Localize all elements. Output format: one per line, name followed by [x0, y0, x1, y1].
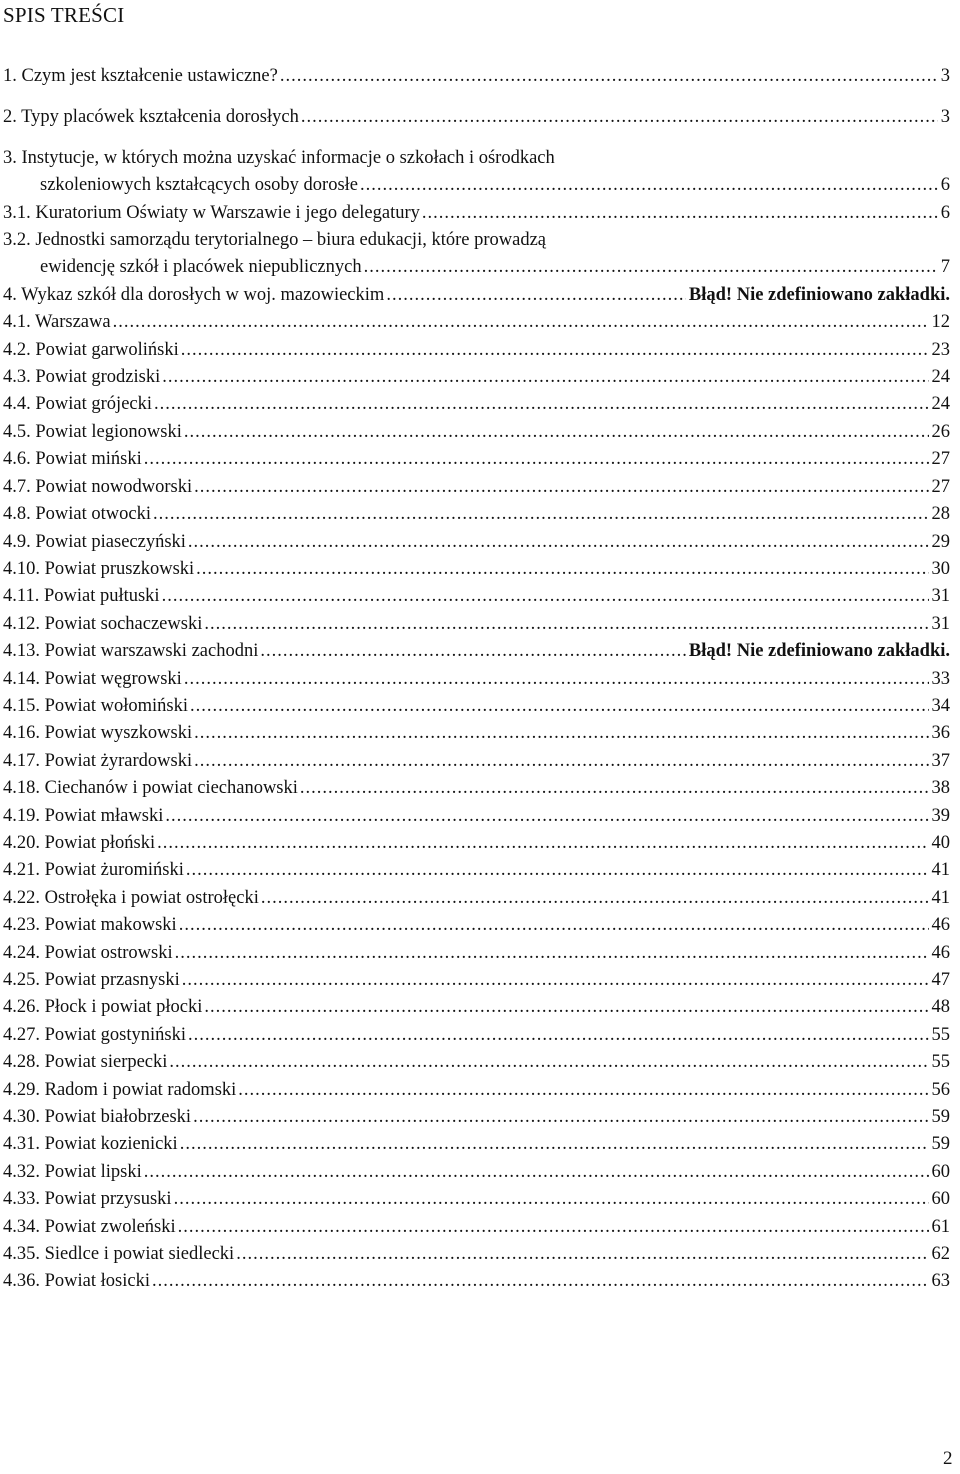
toc-page-number: 41 — [931, 860, 950, 880]
toc-dot-leader — [184, 667, 929, 692]
toc-dot-leader — [180, 1132, 929, 1157]
toc-entry — [3, 749, 950, 774]
toc-dot-leader — [422, 201, 938, 226]
toc-page-error: Błąd! Nie zdefiniowano zakładki. — [688, 641, 950, 661]
toc-entry-title: 4.33. Powiat przysuski — [3, 1189, 172, 1209]
toc-dot-leader — [178, 1215, 929, 1240]
toc-entry-title: 3. Instytucje, w których można uzyskać informacje o szkołach i ośrodkach — [3, 148, 555, 168]
toc-dot-leader — [144, 447, 929, 472]
toc-entry — [3, 283, 950, 308]
toc-dot-leader — [236, 1242, 928, 1267]
toc-entry — [3, 584, 950, 609]
toc-dot-leader — [174, 1187, 929, 1212]
toc-dot-leader — [157, 831, 928, 856]
toc-page-number: 60 — [931, 1162, 950, 1182]
toc-entry-title: 4.7. Powiat nowodworski — [3, 477, 193, 497]
toc-page-number: 31 — [931, 586, 950, 606]
toc-dot-leader — [169, 1050, 928, 1075]
toc-entry-title: 4.16. Powiat wyszkowski — [3, 723, 193, 743]
toc-entry — [3, 64, 950, 89]
toc-entry-title: 2. Typy placówek kształcenia dorosłych — [3, 107, 299, 127]
toc-dot-leader — [261, 886, 929, 911]
toc-entry — [3, 475, 950, 500]
toc-page-number: 46 — [931, 943, 950, 963]
toc-page-number: 29 — [931, 532, 950, 552]
toc-entry — [3, 392, 950, 417]
toc-page-number: 31 — [931, 614, 950, 634]
toc-entry — [3, 1269, 950, 1294]
toc-entry-title: 4.23. Powiat makowski — [3, 915, 177, 935]
toc-entry-title: 4.17. Powiat żyrardowski — [3, 751, 193, 771]
toc-page-number: 56 — [931, 1080, 950, 1100]
toc-entry — [40, 255, 950, 280]
toc-entry-title: 4.26. Płock i powiat płocki — [3, 997, 203, 1017]
toc-page-number: 7 — [940, 257, 950, 277]
toc-dot-leader — [300, 776, 929, 801]
toc-entry — [3, 1132, 950, 1157]
toc-page-number: 24 — [931, 367, 950, 387]
toc-entry — [3, 776, 950, 801]
toc-entry — [3, 1105, 950, 1130]
toc-dot-leader — [153, 502, 929, 527]
toc-page-number: 33 — [931, 669, 950, 689]
toc-entry — [3, 913, 950, 938]
toc-dot-leader — [360, 173, 938, 198]
toc-dot-leader — [181, 338, 929, 363]
toc-entry-title: 4.34. Powiat zwoleński — [3, 1217, 176, 1237]
toc-page-number: 3 — [940, 66, 950, 86]
toc-entry-title: 4.13. Powiat warszawski zachodni — [3, 641, 259, 661]
toc-page-number: 24 — [931, 394, 950, 414]
toc-entry-title: 4.32. Powiat lipski — [3, 1162, 142, 1182]
toc-entry-title: 4.4. Powiat grójecki — [3, 394, 153, 414]
toc-dot-leader — [162, 584, 929, 609]
toc-entry-title: 4.21. Powiat żuromiński — [3, 860, 184, 880]
toc-dot-leader — [364, 255, 938, 280]
toc-entry — [3, 310, 950, 335]
page-number: 2 — [943, 1448, 953, 1469]
toc-dot-leader — [280, 64, 938, 89]
toc-entry — [40, 173, 950, 198]
toc-dot-leader — [238, 1078, 928, 1103]
toc-page-number: 41 — [931, 888, 950, 908]
toc-page-number: 48 — [931, 997, 950, 1017]
toc-entry-title: 4.14. Powiat węgrowski — [3, 669, 182, 689]
toc-entry-title: 4. Wykaz szkół dla dorosłych w woj. mazowieckim — [3, 285, 385, 305]
toc-entry — [3, 1160, 950, 1185]
toc-entry — [3, 667, 950, 692]
toc-dot-leader — [186, 858, 929, 883]
toc-entry — [3, 557, 950, 582]
toc-entry — [3, 995, 950, 1020]
toc-entry-title: 3.2. Jednostki samorządu terytorialnego – biura edukacji, które prowadzą — [3, 230, 547, 250]
toc-dot-leader — [175, 941, 929, 966]
toc-page-number: 34 — [931, 696, 950, 716]
toc-entry — [3, 721, 950, 746]
toc-entry — [3, 447, 950, 472]
toc-entry — [3, 1050, 950, 1075]
toc-entry-title: 4.28. Powiat sierpecki — [3, 1052, 168, 1072]
toc-entry-title: 4.29. Radom i powiat radomski — [3, 1080, 237, 1100]
toc-entry-title: 4.12. Powiat sochaczewski — [3, 614, 203, 634]
toc-page-number: 60 — [931, 1189, 950, 1209]
toc-page-number: 27 — [931, 477, 950, 497]
toc-entry-wrapped-line — [3, 228, 950, 253]
toc-page-number: 63 — [931, 1271, 950, 1291]
toc-entry — [3, 1023, 950, 1048]
toc-dot-leader — [179, 913, 929, 938]
toc-page-number: 6 — [940, 175, 950, 195]
toc-dot-leader — [204, 612, 928, 637]
toc-page-number: 39 — [931, 806, 950, 826]
toc-dot-leader — [194, 749, 928, 774]
toc-entry — [3, 1078, 950, 1103]
toc-entry-title: 4.20. Powiat płoński — [3, 833, 156, 853]
page-title: SPIS TREŚCI — [3, 3, 125, 27]
toc-entry — [3, 941, 950, 966]
toc-entry-title: 4.30. Powiat białobrzeski — [3, 1107, 192, 1127]
toc-entry-title: 4.1. Warszawa — [3, 312, 111, 332]
toc-dot-leader — [184, 420, 929, 445]
toc-entry — [3, 886, 950, 911]
toc-entry-title: 4.15. Powiat wołomiński — [3, 696, 189, 716]
toc-page-number: 36 — [931, 723, 950, 743]
toc-dot-leader — [152, 1269, 929, 1294]
toc-entry-wrapped-line — [3, 146, 950, 171]
toc-dot-leader — [260, 639, 686, 664]
toc-dot-leader — [194, 721, 928, 746]
toc-entry-title: szkoleniowych kształcących osoby dorosłe — [40, 175, 359, 195]
toc-entry-title: 4.35. Siedlce i powiat siedlecki — [3, 1244, 235, 1264]
toc-page-number: 47 — [931, 970, 950, 990]
toc-page-number: 55 — [931, 1025, 950, 1045]
toc-entry-title: 4.5. Powiat legionowski — [3, 422, 182, 442]
toc-page-number: 12 — [931, 312, 950, 332]
toc-entry-title: 4.2. Powiat garwoliński — [3, 340, 179, 360]
toc-entry-title: 4.11. Powiat pułtuski — [3, 586, 160, 606]
toc-entry-title: 4.8. Powiat otwocki — [3, 504, 151, 524]
toc-entry-title: 4.25. Powiat przasnyski — [3, 970, 180, 990]
toc-entry-title: 4.18. Ciechanów i powiat ciechanowski — [3, 778, 298, 798]
toc-entry — [3, 105, 950, 130]
toc-entry-title: 4.10. Powiat pruszkowski — [3, 559, 195, 579]
toc-dot-leader — [193, 1105, 928, 1130]
toc-entry — [3, 1187, 950, 1212]
toc-page-number: 26 — [931, 422, 950, 442]
toc-entry — [3, 831, 950, 856]
toc-page-number: 59 — [931, 1107, 950, 1127]
toc-dot-leader — [386, 283, 686, 308]
toc-page-error: Błąd! Nie zdefiniowano zakładki. — [688, 285, 950, 305]
toc-entry — [3, 365, 950, 390]
toc-entry-title: 3.1. Kuratorium Oświaty w Warszawie i jego delegatury — [3, 203, 420, 223]
toc-page-number: 6 — [940, 203, 950, 223]
toc-entry-title: 4.9. Powiat piaseczyński — [3, 532, 186, 552]
toc-entry — [3, 639, 950, 664]
toc-entry-title: 4.24. Powiat ostrowski — [3, 943, 173, 963]
toc-entry — [3, 502, 950, 527]
toc-entry — [3, 1242, 950, 1267]
toc-page-number: 23 — [931, 340, 950, 360]
toc-dot-leader — [144, 1160, 929, 1185]
toc-entry-title: 4.19. Powiat mławski — [3, 806, 164, 826]
toc-entry — [3, 858, 950, 883]
toc-entry-title: 4.3. Powiat grodziski — [3, 367, 161, 387]
toc-dot-leader — [301, 105, 938, 130]
toc-entry — [3, 338, 950, 363]
toc-dot-leader — [113, 310, 929, 335]
toc-dot-leader — [165, 804, 928, 829]
toc-dot-leader — [154, 392, 928, 417]
toc-entry — [3, 1215, 950, 1240]
toc-page-number: 38 — [931, 778, 950, 798]
toc-dot-leader — [188, 1023, 929, 1048]
toc-page-number: 27 — [931, 449, 950, 469]
toc-entry — [3, 612, 950, 637]
toc-entry — [3, 694, 950, 719]
toc-page-number: 40 — [931, 833, 950, 853]
toc-entry-title: 4.6. Powiat miński — [3, 449, 142, 469]
toc-page-number: 55 — [931, 1052, 950, 1072]
toc-page-number: 61 — [931, 1217, 950, 1237]
toc-entry-title: 1. Czym jest kształcenie ustawiczne? — [3, 66, 278, 86]
toc-dot-leader — [204, 995, 928, 1020]
toc-dot-leader — [194, 475, 928, 500]
toc-page-number: 3 — [940, 107, 950, 127]
toc-page-number: 59 — [931, 1134, 950, 1154]
toc-page-number: 30 — [931, 559, 950, 579]
toc-entry-title: 4.31. Powiat kozienicki — [3, 1134, 178, 1154]
toc-dot-leader — [196, 557, 928, 582]
toc-page-number: 28 — [931, 504, 950, 524]
toc-entry — [3, 420, 950, 445]
toc-entry-title: 4.36. Powiat łosicki — [3, 1271, 150, 1291]
toc-entry — [3, 968, 950, 993]
toc-entry-title: 4.27. Powiat gostyniński — [3, 1025, 186, 1045]
toc-dot-leader — [182, 968, 929, 993]
toc-page-number: 37 — [931, 751, 950, 771]
toc-entry-title: ewidencję szkół i placówek niepublicznych — [40, 257, 362, 277]
toc-entry — [3, 804, 950, 829]
toc-page-number: 46 — [931, 915, 950, 935]
toc-dot-leader — [188, 530, 929, 555]
toc-dot-leader — [190, 694, 928, 719]
toc-entry — [3, 530, 950, 555]
toc-entry-title: 4.22. Ostrołęka i powiat ostrołęcki — [3, 888, 259, 908]
toc-dot-leader — [162, 365, 928, 390]
toc-page-number: 62 — [931, 1244, 950, 1264]
toc-entry — [3, 201, 950, 226]
